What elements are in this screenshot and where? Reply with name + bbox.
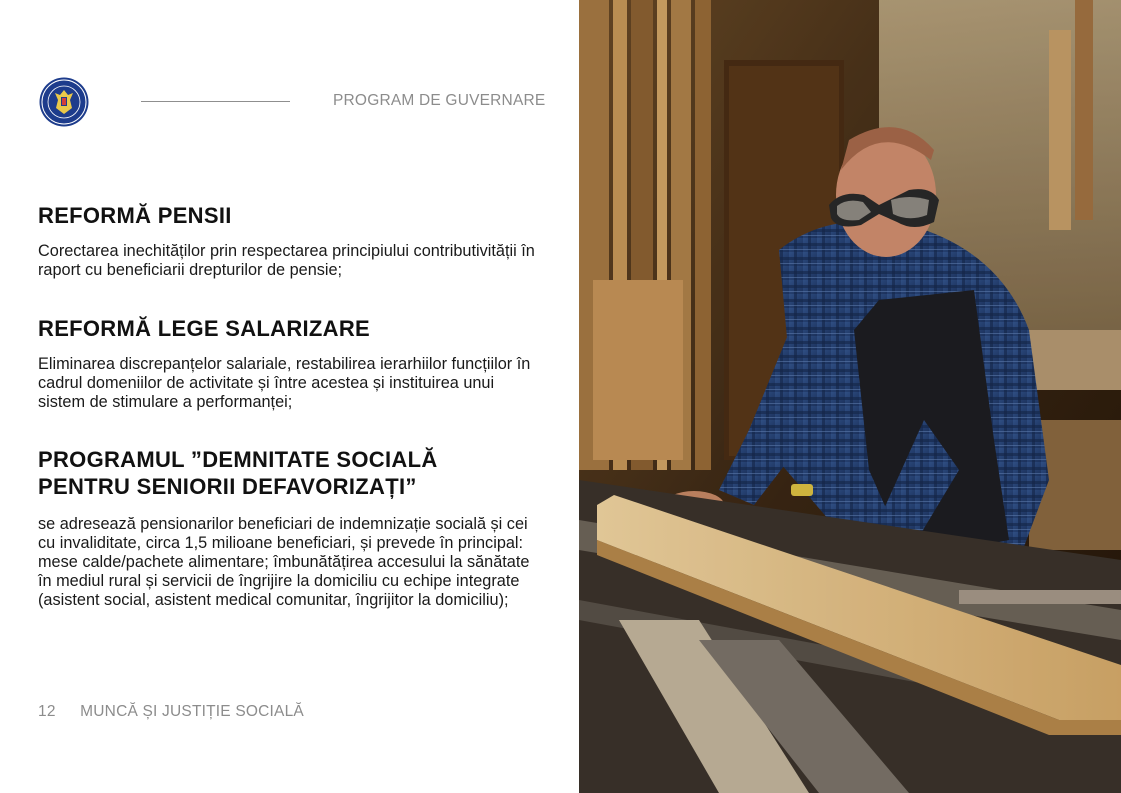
chapter-name: MUNCĂ ȘI JUSTIȚIE SOCIALĂ bbox=[80, 703, 304, 720]
section-title-salary-law-reform: REFORMĂ LEGE SALARIZARE bbox=[38, 316, 371, 341]
carpenter-at-workbench-photo bbox=[579, 0, 1121, 793]
page-number: 12 bbox=[38, 703, 56, 720]
section-title-pension-reform: REFORMĂ PENSII bbox=[38, 203, 232, 228]
section-title-line: PROGRAMUL ”DEMNITATE SOCIALĂ bbox=[38, 447, 438, 472]
section-body-social-dignity-program: se adresează pensionarilor beneficiari de indemnizație socială și cei cu invaliditate, circa 1,5 milioane beneficiari, și prevede în principal: mese calde/pachete alimentare; îmbunătățirea accesului la sănătate în mediul rural și servicii de îngrijire la domiciliu cu echipe integrate (asistent social, asistent medical comunitar, îngrijitor la domiciliu); bbox=[38, 515, 530, 609]
program-label: PROGRAM DE GUVERNARE bbox=[333, 92, 546, 109]
government-seal-logo bbox=[39, 77, 89, 127]
section-body-pension-reform: Corectarea inechităților prin respectarea principiului contributivității în raport cu beneficiarii drepturilor de pensie; bbox=[38, 242, 535, 279]
header-divider bbox=[141, 101, 290, 102]
page-footer bbox=[38, 703, 304, 721]
section-body-salary-law-reform: Eliminarea discrepanțelor salariale, restabilirea ierarhiilor funcțiilor în cadrul domeniilor de activitate și între acestea și instituirea unui sistem de stimulare a performanței; bbox=[38, 355, 531, 411]
section-title-social-dignity-program bbox=[38, 446, 438, 500]
section-title-line: PENTRU SENIORII DEFAVORIZAȚI” bbox=[38, 474, 417, 499]
